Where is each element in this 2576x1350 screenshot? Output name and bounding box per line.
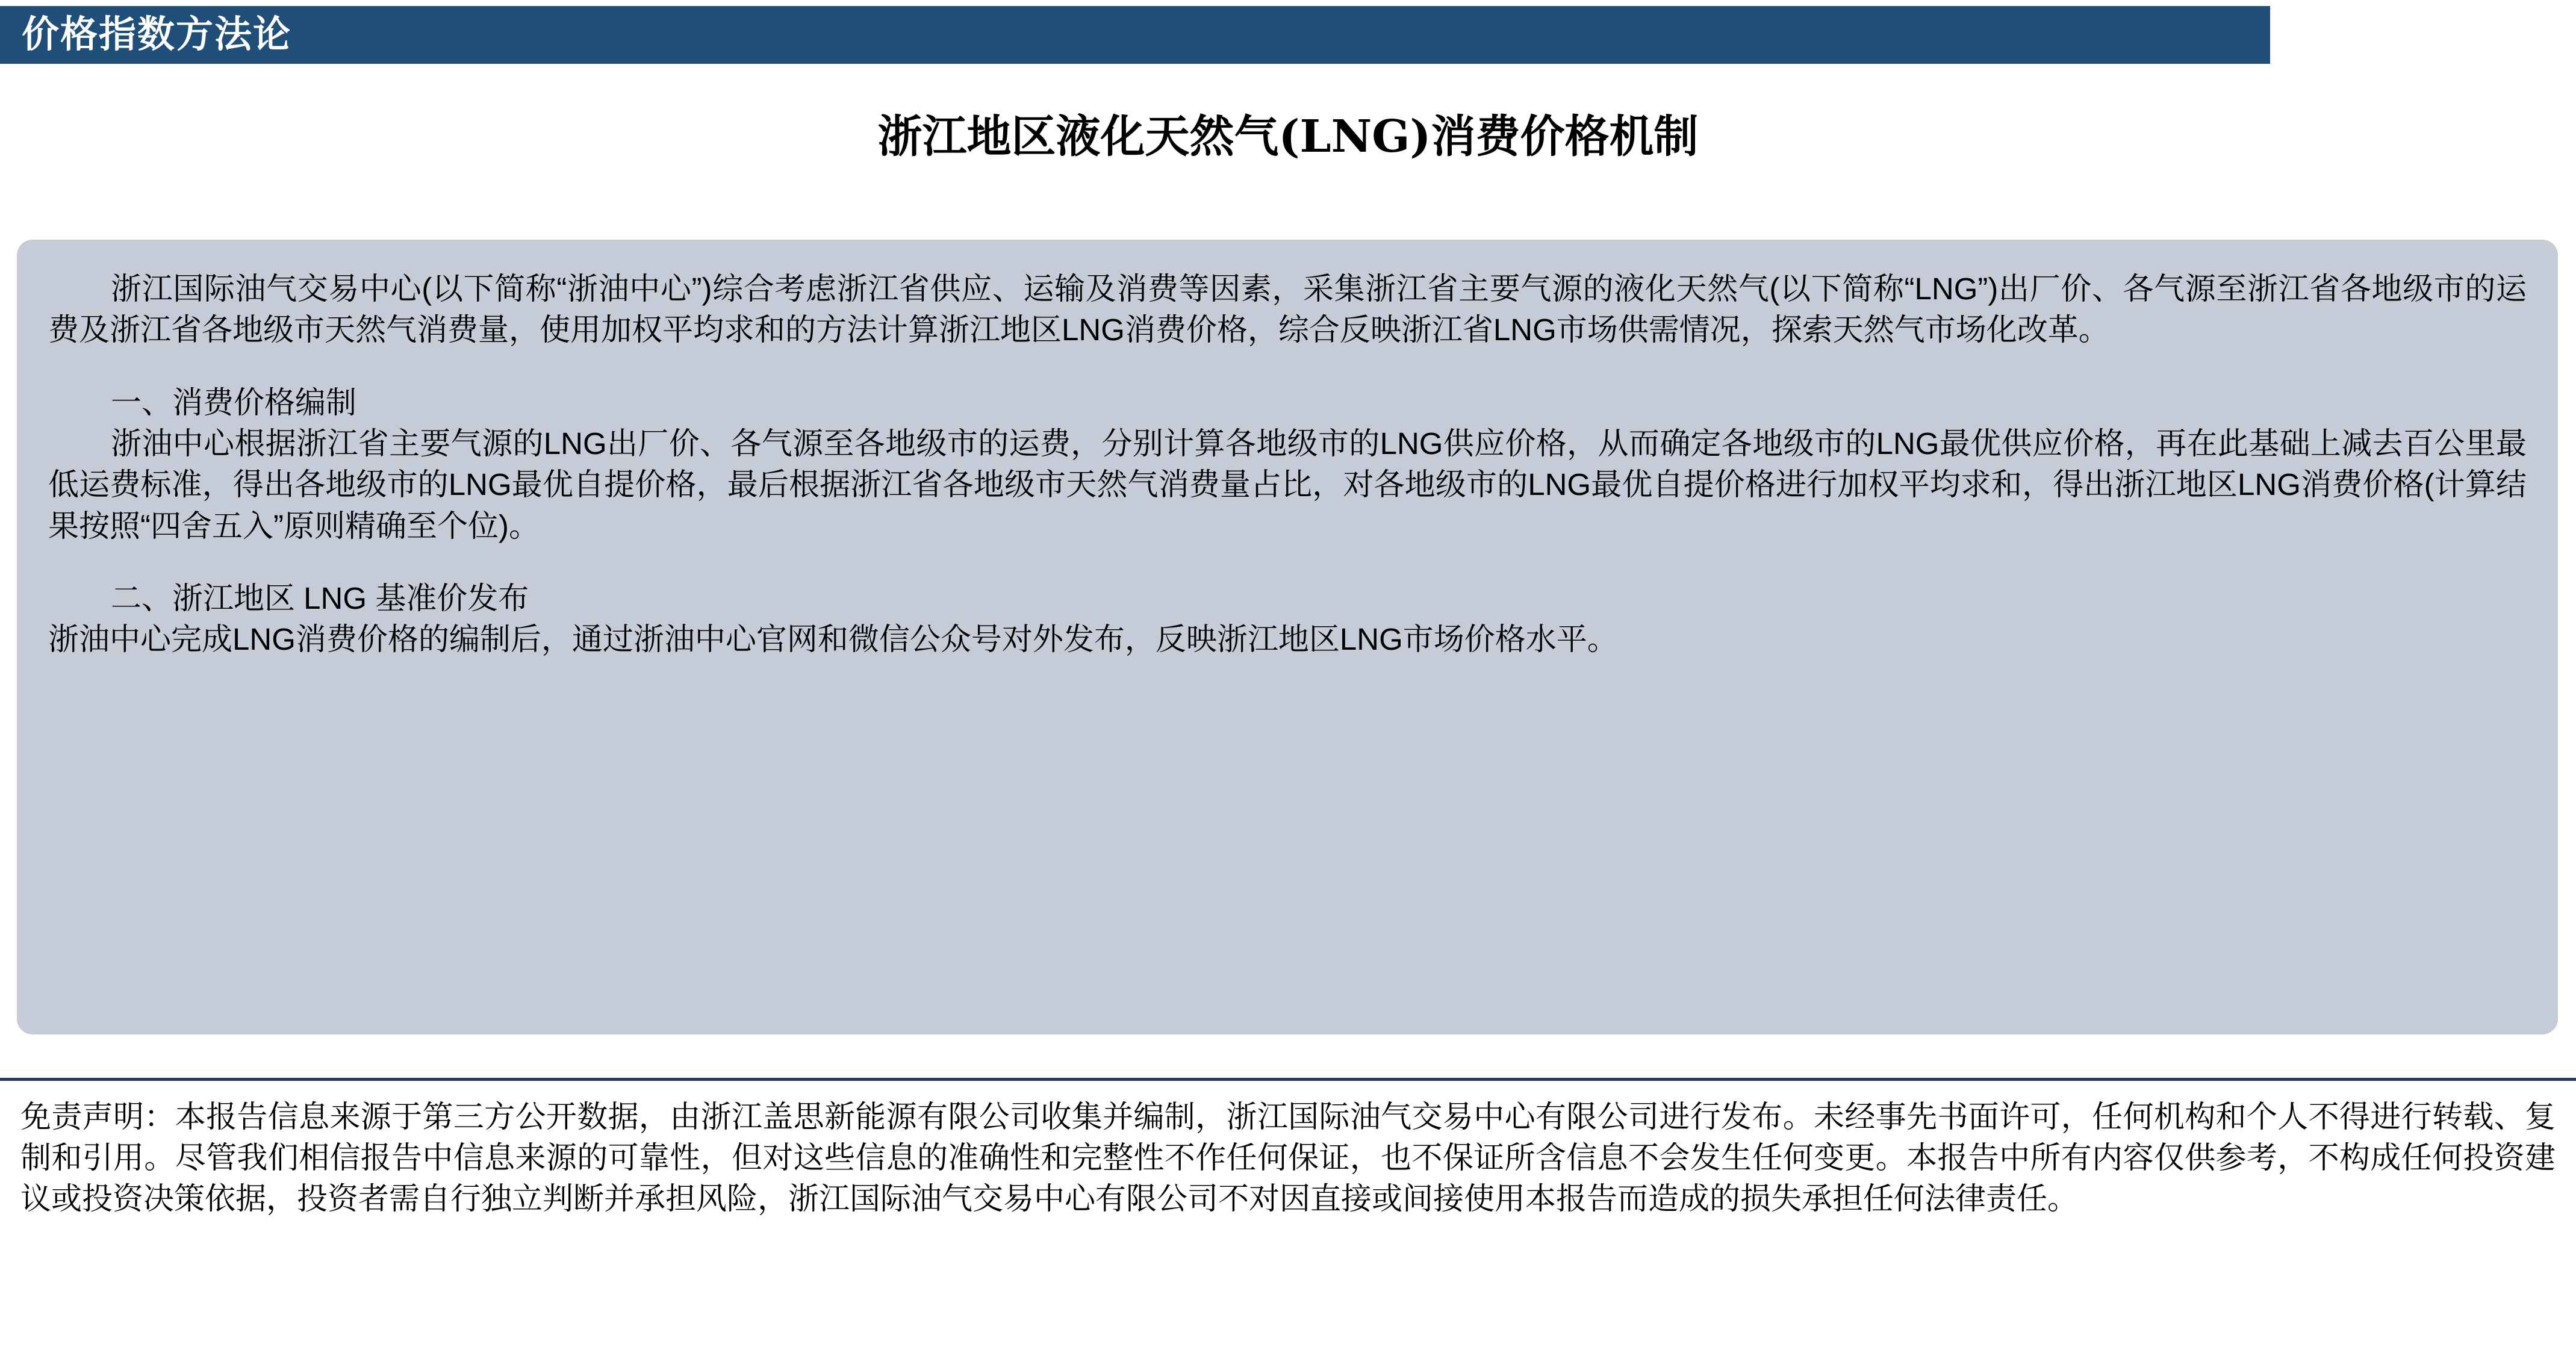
header-band-title: 价格指数方法论 bbox=[22, 14, 292, 55]
section-2-heading: 二、浙江地区 LNG 基准价发布 bbox=[111, 580, 529, 615]
section-1-body: 浙油中心根据浙江省主要气源的LNG出厂价、各气源至各地级市的运费，分别计算各地级市的LNG供应价格，从而确定各地级市的LNG最优供应价格，再在此基础上减去百公里最低运费标准，得出各地级市的LNG最优自提价格，最后根据浙江省各地级市天然气消费量占比，对各地级市的LNG最优自提价格进行加权平均求和，得出浙江地区LNG消费价格(计算结果按照“四舍五入”原则精确至个位)。 bbox=[48, 426, 2527, 543]
paragraph-spacer-1 bbox=[48, 351, 2527, 382]
disclaimer-block bbox=[0, 1078, 2576, 1225]
section-1-heading: 一、消费价格编制 bbox=[111, 385, 357, 420]
disclaimer-text: 免责声明：本报告信息来源于第三方公开数据，由浙江盖思新能源有限公司收集并编制，浙江国际油气交易中心有限公司进行发布。未经事先书面许可，任何机构和个人不得进行转载、复制和引用。尽管我们相信报告中信息来源的可靠性，但对这些信息的准确性和完整性不作任何保证，也不保证所含信息不会发生任何变更。本报告中所有内容仅供参考，不构成任何投资建议或投资决策依据，投资者需自行独立判断并承担风险，浙江国际油气交易中心有限公司不对因直接或间接使用本报告而造成的损失承担任何法律责任。 bbox=[20, 1100, 2556, 1216]
header-band bbox=[0, 6, 2270, 64]
paragraph-spacer-2 bbox=[48, 547, 2527, 578]
intro-paragraph: 浙江国际油气交易中心(以下简称“浙油中心”)综合考虑浙江省供应、运输及消费等因素，采集浙江省主要气源的液化天然气(以下简称“LNG”)出厂价、各气源至浙江省各地级市的运费及浙江省各地级市天然气消费量，使用加权平均求和的方法计算浙江地区LNG消费价格，综合反映浙江省LNG市场供需情况，探索天然气市场化改革。 bbox=[48, 272, 2527, 347]
section-2-body: 浙油中心完成LNG消费价格的编制后，通过浙油中心官网和微信公众号对外发布，反映浙江地区LNG市场价格水平。 bbox=[48, 622, 1618, 657]
page-title: 浙江地区液化天然气(LNG)消费价格机制 bbox=[877, 111, 1699, 163]
methodology-panel bbox=[17, 240, 2558, 1034]
